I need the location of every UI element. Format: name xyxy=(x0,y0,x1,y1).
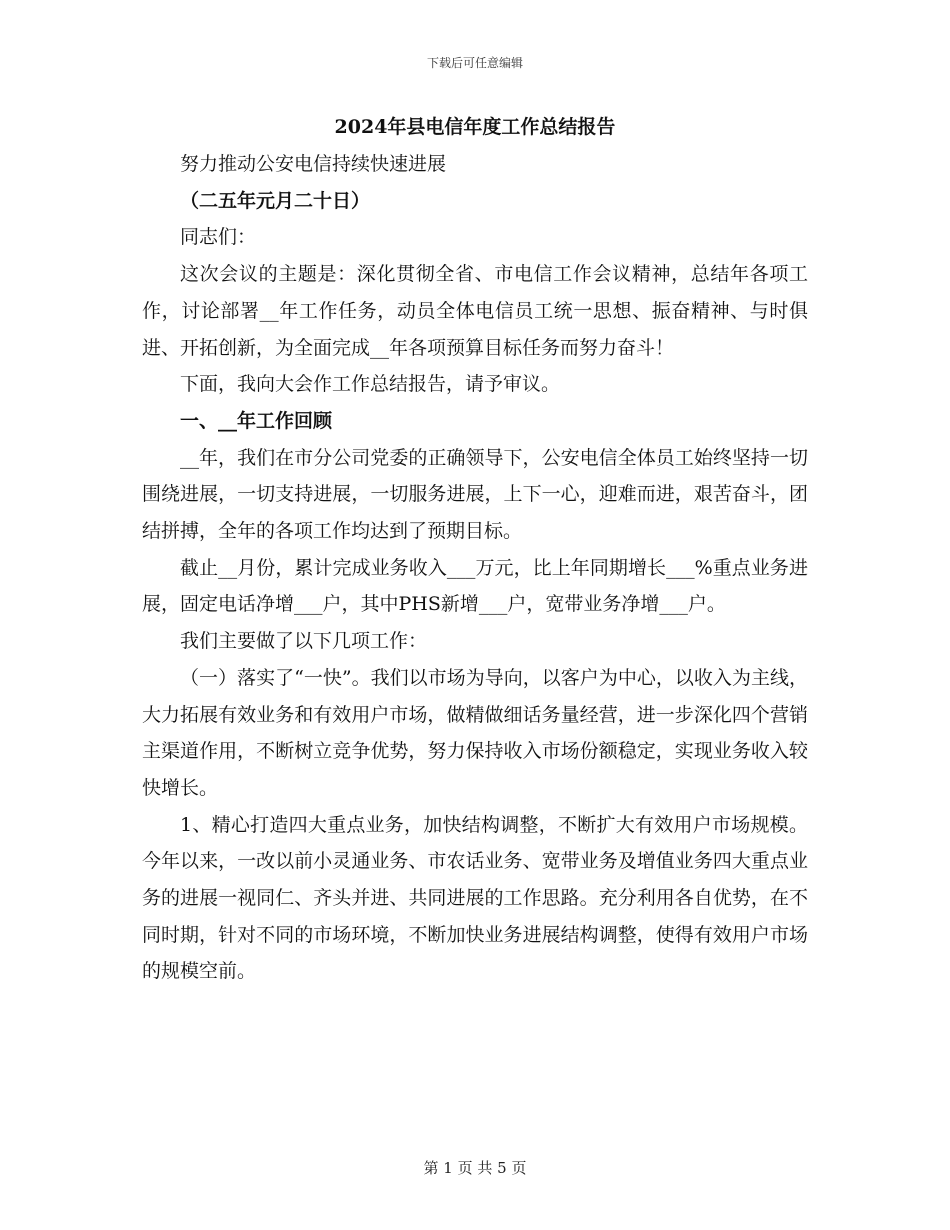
paragraph-date: （二五年元月二十日） xyxy=(180,189,371,212)
section-heading-review: 一、__年工作回顾 xyxy=(180,409,333,432)
paragraph-salutation: 同志们： xyxy=(180,226,257,249)
paragraph-subtitle: 努力推动公安电信持续快速进展 xyxy=(180,153,447,175)
page-footer-number: 第 1 页 共 5 页 xyxy=(423,1159,527,1177)
paragraph-item-one-sub-one: 1、精心打造四大重点业务，加快结构调整，不断扩大有效用户市场规模。今年以来，一改以前小灵通业务、市农话业务、宽带业务及增值业务四大重点业务的进展一视同仁、齐头并进、共同进展的工作思路。充分利用各自优势，在不同时期，针对不同的市场环境，不断加快业务进展结构调整，使得有效用户市场的规模空前。 xyxy=(142,813,808,983)
document-title: 2024年县电信年度工作总结报告 xyxy=(334,116,616,138)
paragraph-intro: 下面，我向大会作工作总结报告，请予审议。 xyxy=(180,373,561,396)
paragraph-work-list-intro: 我们主要做了以下几项工作： xyxy=(180,630,428,653)
page-header-note: 下载后可任意编辑 xyxy=(426,56,523,70)
paragraph-item-one: （一）落实了“一快”。我们以市场为导向，以客户为中心，以收入为主线，大力拓展有效业务和有效用户市场，做精做细话务量经营，进一步深化四个营销主渠道作用，不断树立竞争优势，努力保持收入市场份额稳定，实现业务收入较快增长。 xyxy=(142,666,808,799)
paragraph-review: __年，我们在市分公司党委的正确领导下，公安电信全体员工始终坚持一切围绕进展，一切支持进展，一切服务进展，上下一心，迎难而进，艰苦奋斗，团结拼搏，全年的各项工作均达到了预期目标。 xyxy=(142,446,808,543)
paragraph-figures: 截止__月份，累计完成业务收入___万元，比上年同期增长___%重点业务进展，固定电话净增___户，其中PHS新增___户，宽带业务净增___户。 xyxy=(142,556,808,616)
paragraph-theme: 这次会议的主题是：深化贯彻全省、市电信工作会议精神，总结年各项工作，讨论部署__年工作任务，动员全体电信员工统一思想、振奋精神、与时俱进、开拓创新，为全面完成__年各项预算目标任务而努力奋斗！ xyxy=(142,263,808,359)
document-body xyxy=(142,108,808,990)
